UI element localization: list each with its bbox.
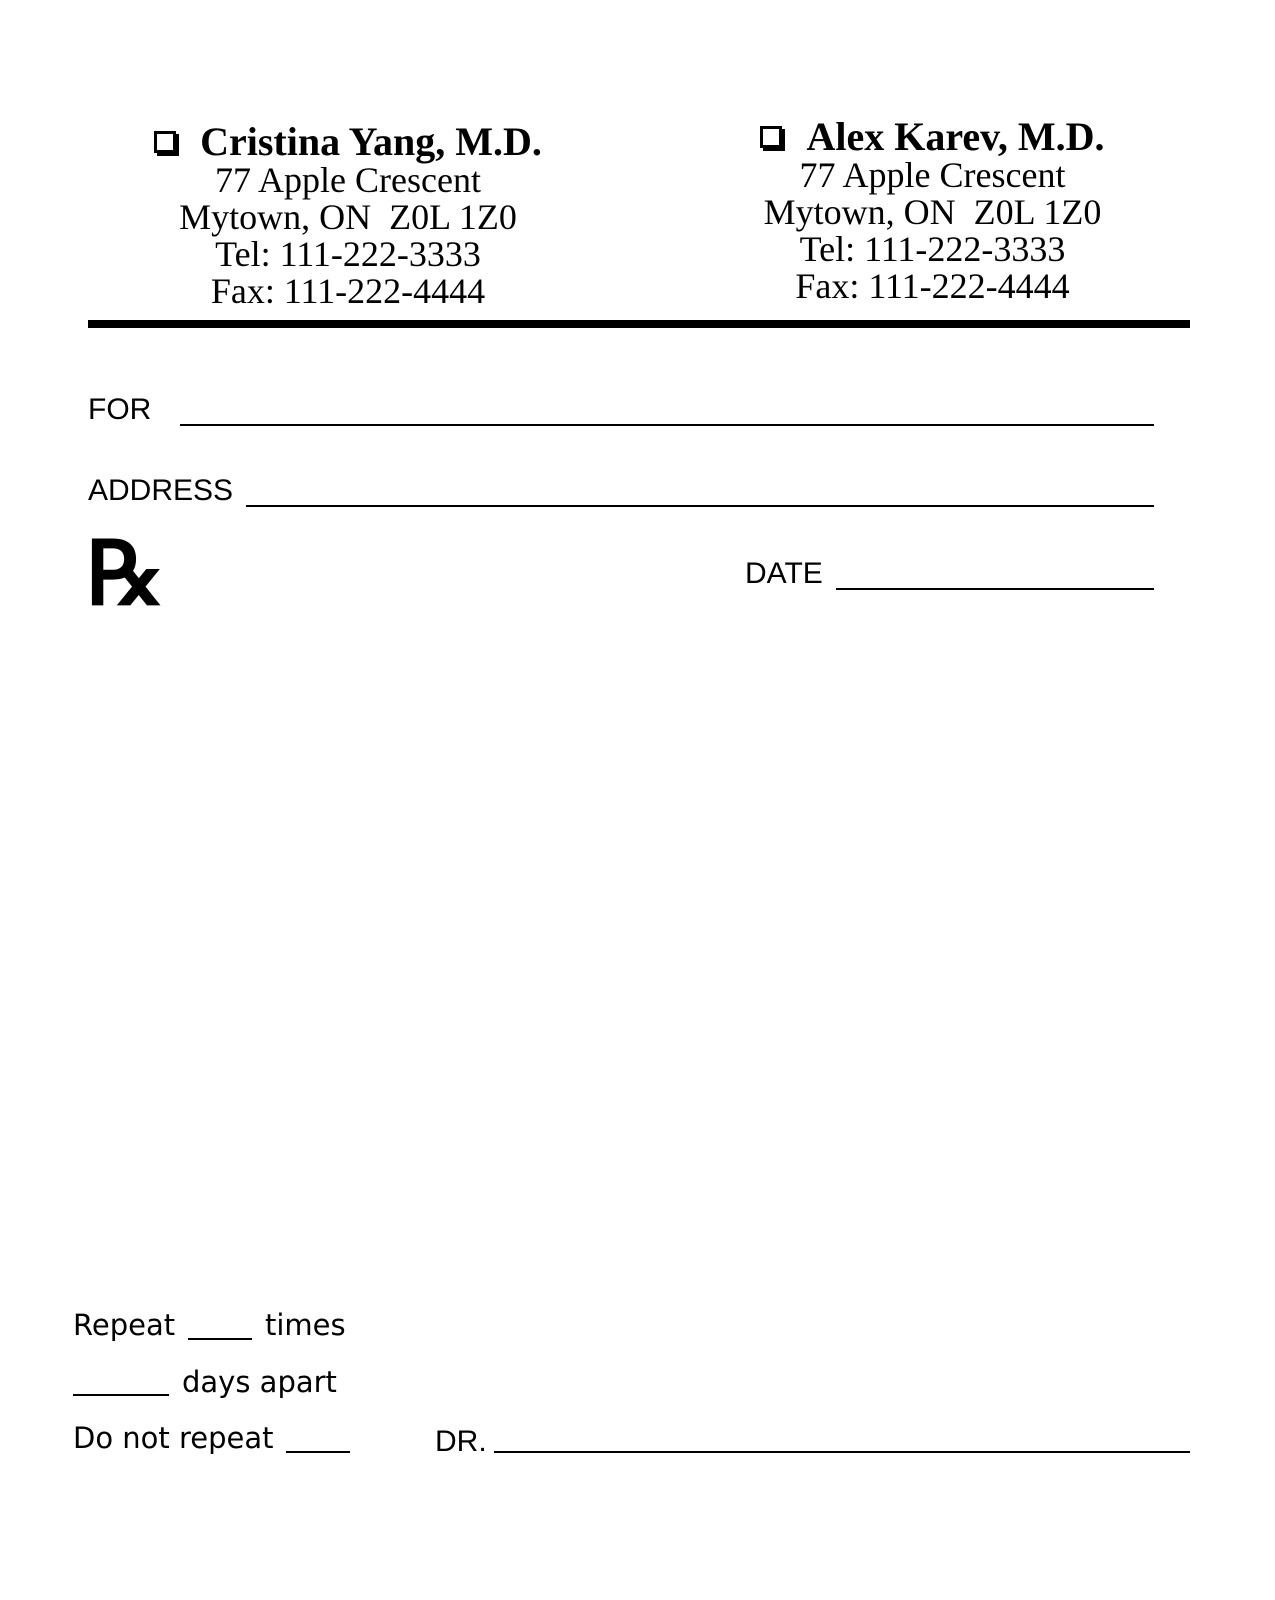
- days-apart-field[interactable]: [73, 1394, 169, 1396]
- times-label: times: [265, 1308, 346, 1342]
- header-divider: [88, 320, 1190, 328]
- doctor-address-line2: Mytown, ON Z0L 1Z0: [179, 197, 517, 237]
- do-not-repeat-label: Do not repeat: [73, 1421, 274, 1455]
- doctor-tel: Tel: 111-222-3333: [799, 229, 1066, 269]
- for-label: FOR: [88, 393, 152, 426]
- address-label: ADDRESS: [88, 474, 234, 507]
- doctor-name: Alex Karev, M.D.: [806, 114, 1105, 159]
- doctor-block-yang: [148, 119, 548, 311]
- do-not-repeat-field[interactable]: [286, 1451, 350, 1453]
- rx-icon: ℞: [86, 527, 165, 624]
- doctor-address-line2: Mytown, ON Z0L 1Z0: [763, 192, 1102, 232]
- checkbox-icon[interactable]: [154, 131, 176, 153]
- address-field[interactable]: [246, 505, 1154, 507]
- doctor-name-row: [760, 114, 1105, 159]
- checkbox-icon[interactable]: [760, 126, 782, 148]
- doctor-tel: Tel: 111-222-3333: [215, 234, 481, 274]
- repeat-times-field[interactable]: [188, 1338, 252, 1340]
- doctor-fax: Fax: 111-222-4444: [210, 271, 486, 311]
- doctor-address-line1: 77 Apple Crescent: [799, 155, 1066, 195]
- doctor-address-line1: 77 Apple Crescent: [215, 160, 481, 200]
- dr-label: DR.: [435, 1425, 487, 1458]
- doctor-name: Cristina Yang, M.D.: [200, 119, 542, 164]
- date-field[interactable]: [836, 588, 1154, 590]
- days-apart-label: days apart: [182, 1365, 337, 1399]
- doctor-signature-field[interactable]: [494, 1451, 1190, 1453]
- doctor-block-karev: [760, 114, 1105, 306]
- repeat-label: Repeat: [73, 1308, 176, 1342]
- doctor-fax: Fax: 111-222-4444: [795, 266, 1070, 306]
- date-label: DATE: [745, 557, 823, 590]
- doctor-name-row: [148, 119, 548, 164]
- for-field[interactable]: [180, 424, 1154, 426]
